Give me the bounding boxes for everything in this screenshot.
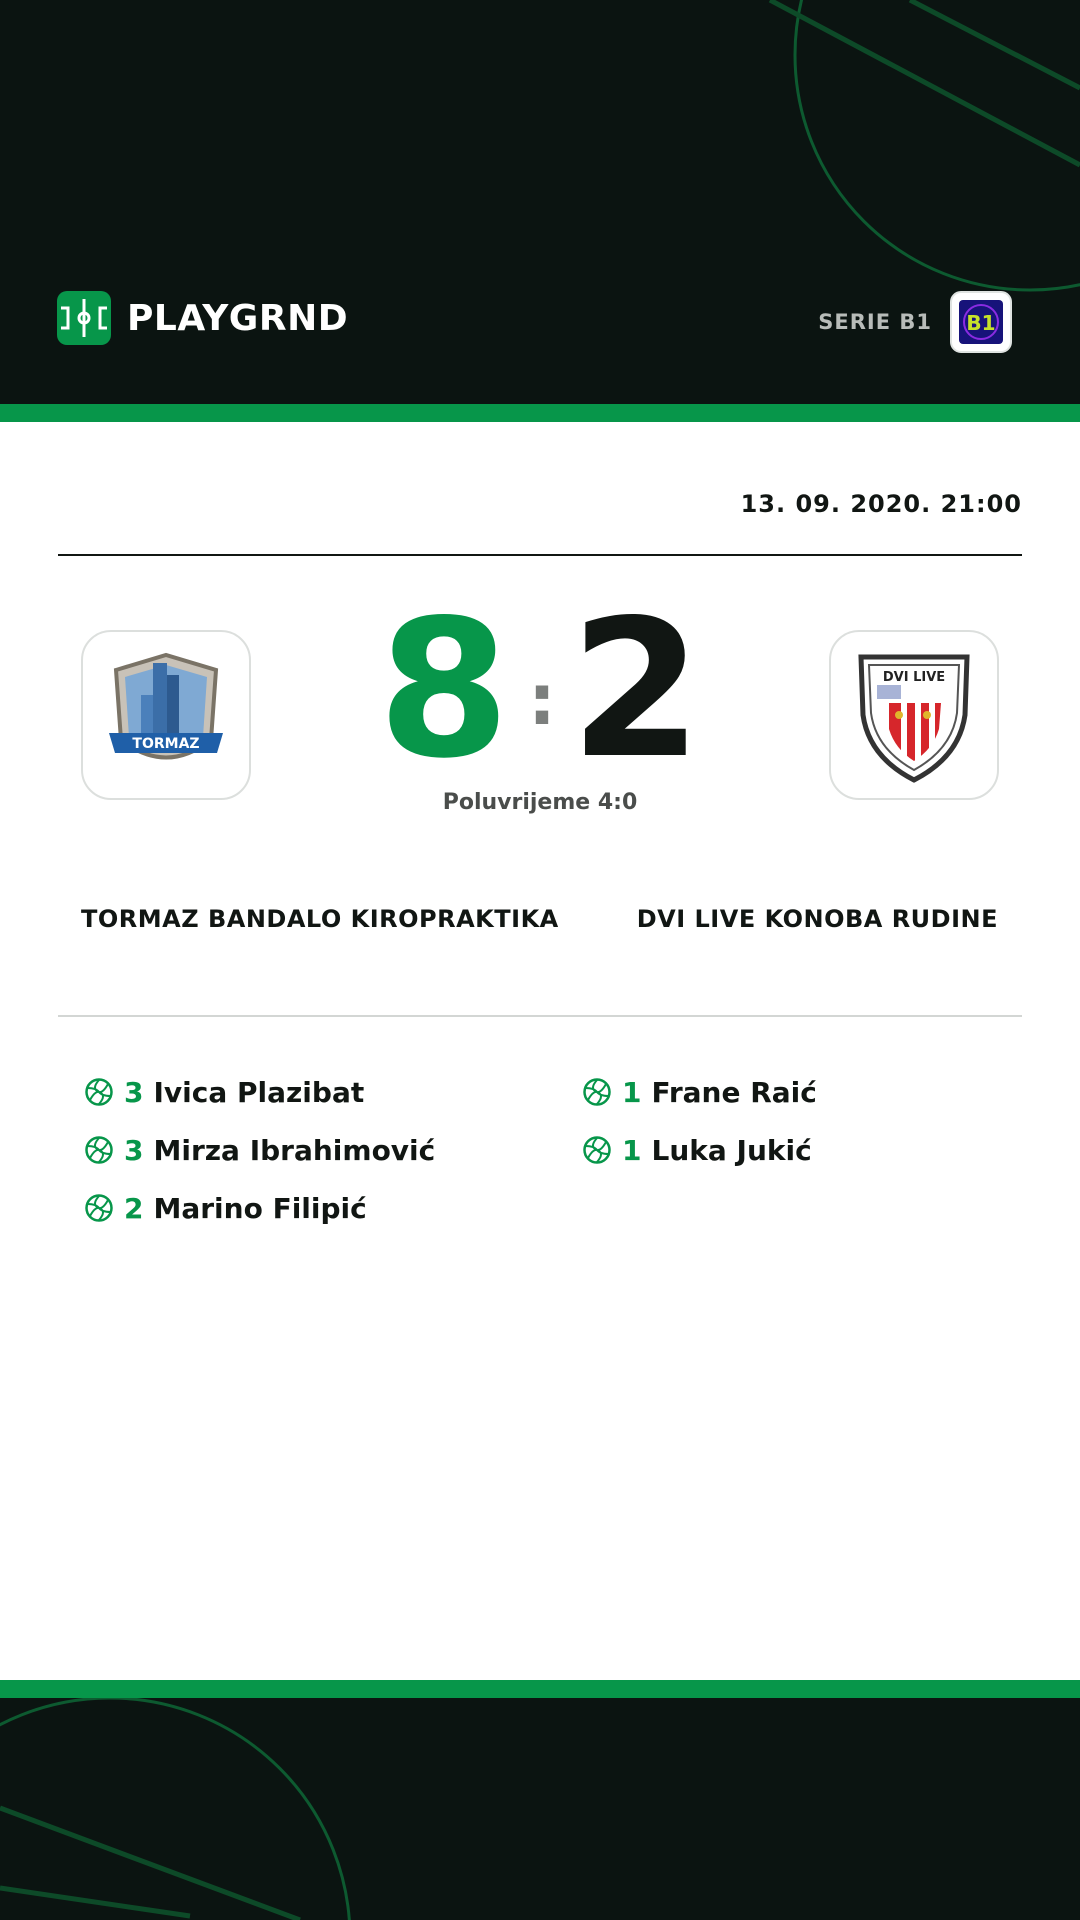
scorer-goals: 2	[124, 1191, 144, 1225]
league-badge	[950, 291, 1012, 353]
home-logo-text: TORMAZ	[132, 736, 200, 752]
scorer-item	[84, 1121, 435, 1179]
ball-icon	[84, 1135, 114, 1165]
scorer-name[interactable]: Luka Jukić	[651, 1133, 812, 1167]
match-datetime: 13. 09. 2020. 21:00	[740, 490, 1022, 518]
scorer-item	[84, 1063, 435, 1121]
scorer-item	[582, 1063, 817, 1121]
scorer-name[interactable]: Frane Raić	[651, 1075, 817, 1109]
home-team-logo[interactable]	[81, 630, 251, 800]
home-team-name[interactable]: TORMAZ BANDALO KIROPRAKTIKA	[81, 905, 559, 933]
score-separator: :	[528, 659, 556, 741]
brand-name: PLAYGRND	[127, 297, 349, 339]
footer-accent-bar	[0, 1680, 1080, 1698]
ball-icon	[582, 1135, 612, 1165]
scorer-goals: 3	[124, 1133, 144, 1167]
footer	[0, 1698, 1080, 1920]
league-logo-icon	[957, 298, 1005, 346]
away-score: 2	[570, 579, 703, 800]
scorer-name[interactable]: Marino Filipić	[153, 1191, 367, 1225]
pitch-lines-decoration	[0, 1698, 1080, 1920]
football-pitch-icon	[57, 291, 111, 345]
league-info[interactable]	[818, 290, 1012, 354]
scorer-name[interactable]: Ivica Plazibat	[153, 1075, 365, 1109]
scorer-goals: 3	[124, 1075, 144, 1109]
scorer-item	[582, 1121, 817, 1179]
home-crest-icon	[101, 645, 231, 785]
away-crest-icon	[849, 645, 979, 785]
brand[interactable]	[57, 290, 348, 346]
scorer-goals: 1	[622, 1075, 642, 1109]
league-name: SERIE B1	[818, 310, 932, 334]
away-logo-text: DVI LIVE	[882, 670, 946, 685]
divider	[58, 554, 1022, 556]
away-team-name[interactable]: DVI LIVE KONOBA RUDINE	[636, 905, 998, 933]
header-accent-bar	[0, 404, 1080, 422]
scorer-name[interactable]: Mirza Ibrahimović	[153, 1133, 436, 1167]
home-scorers-list	[84, 1063, 435, 1237]
league-badge-text: B1	[966, 311, 996, 335]
scoreboard	[340, 579, 740, 800]
away-scorers-list	[582, 1063, 817, 1179]
halftime-score: Poluvrijeme 4:0	[442, 790, 638, 815]
scorer-item	[84, 1179, 435, 1237]
header	[0, 0, 1080, 404]
scorer-goals: 1	[622, 1133, 642, 1167]
away-team-logo[interactable]	[829, 630, 999, 800]
divider	[58, 1015, 1022, 1017]
ball-icon	[84, 1193, 114, 1223]
home-score: 8	[377, 579, 510, 800]
ball-icon	[84, 1077, 114, 1107]
ball-icon	[582, 1077, 612, 1107]
